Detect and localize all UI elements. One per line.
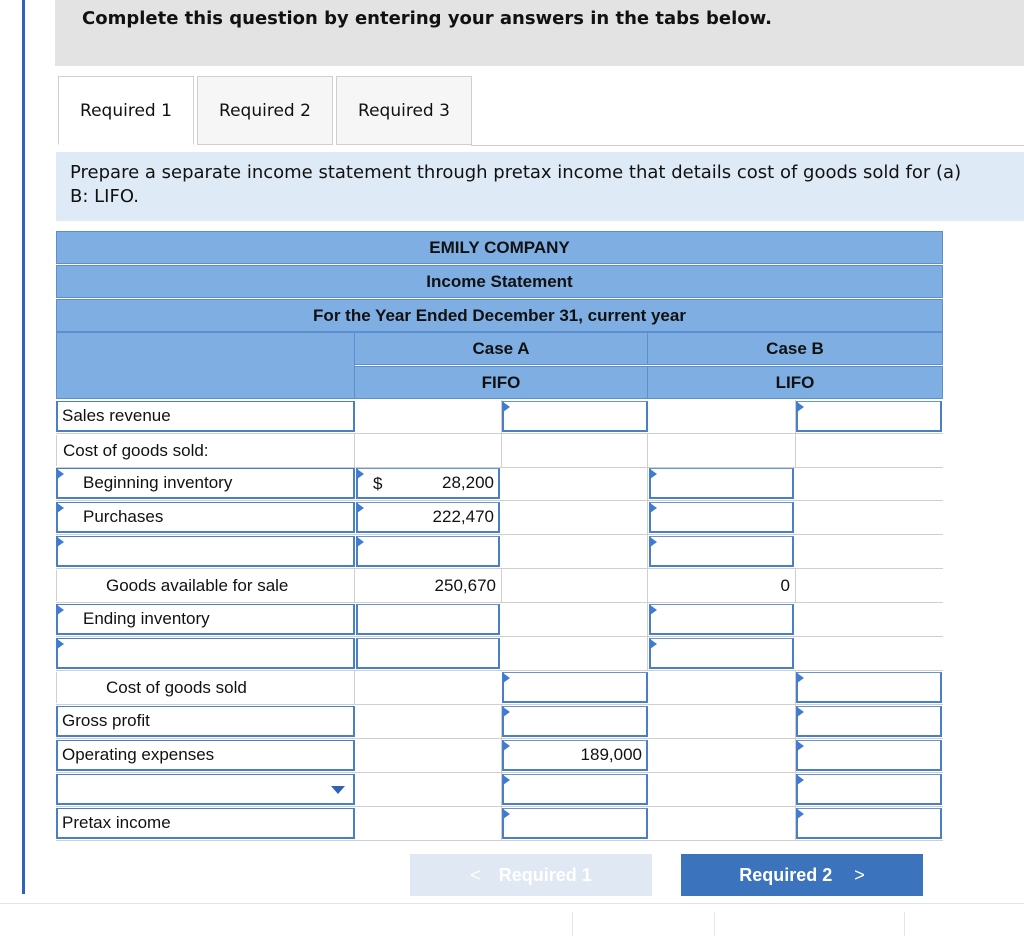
company-name: EMILY COMPANY (56, 231, 943, 264)
footer-separator (714, 912, 715, 936)
blank-a-input-1[interactable] (356, 536, 500, 567)
tab-divider (471, 145, 1024, 146)
gross-profit-label: Gross profit (56, 706, 355, 737)
beginning-inventory-b-input[interactable] (649, 468, 794, 499)
task-prompt: Prepare a separate income statement through pretax income that details cost of goods sold for (a) B: LIFO. (56, 152, 1024, 221)
blank-b-input-2[interactable] (649, 638, 794, 669)
sales-revenue-a-input[interactable] (502, 401, 648, 432)
tab-required-3[interactable]: Required 3 (336, 76, 472, 145)
ending-inventory-b-input[interactable] (649, 604, 794, 635)
case-b-header: Case B (647, 332, 943, 365)
case-a-header: Case A (354, 332, 648, 365)
blank-label-input-1[interactable] (56, 536, 355, 567)
footer-separator (572, 912, 573, 936)
tab-required-1[interactable]: Required 1 (58, 76, 194, 145)
row-blank-entry-1 (56, 535, 943, 569)
row-cost-of-goods-sold (56, 671, 943, 705)
purchases-b-input[interactable] (649, 502, 794, 533)
row-operating-expenses (56, 739, 943, 773)
account-dropdown[interactable] (56, 774, 355, 805)
case-a-method: FIFO (354, 366, 648, 399)
currency-symbol: $ (373, 474, 383, 493)
left-accent-rule (22, 0, 25, 894)
cogs-header-label: Cost of goods sold: (56, 435, 355, 466)
ending-inventory-a-input[interactable] (356, 604, 500, 635)
statement-title: Income Statement (56, 265, 943, 298)
gross-profit-b-input[interactable] (796, 706, 942, 737)
question-header (55, 0, 1024, 66)
tab-required-2[interactable]: Required 2 (197, 76, 333, 145)
pretax-income-a-input[interactable] (502, 808, 648, 839)
blank-b-input-1[interactable] (649, 536, 794, 567)
purchases-label: Purchases (56, 502, 355, 533)
row-beginning-inventory (56, 467, 943, 501)
gross-profit-a-input[interactable] (502, 706, 648, 737)
sales-revenue-b-input[interactable] (796, 401, 942, 432)
operating-expenses-label: Operating expenses (56, 740, 355, 771)
row-goods-available (56, 569, 943, 603)
footer-separator (904, 912, 905, 936)
goods-available-label: Goods available for sale (56, 570, 355, 601)
row-sales-revenue (56, 400, 943, 434)
chevron-down-icon (331, 786, 345, 796)
row-gross-profit (56, 705, 943, 739)
row-cogs-header (56, 434, 943, 468)
row-ending-inventory (56, 603, 943, 637)
operating-expenses-b-input[interactable] (796, 740, 942, 771)
question-instruction: Complete this question by entering your answers in the tabs below. (82, 8, 772, 29)
beginning-inventory-label: Beginning inventory (56, 468, 355, 499)
chevron-left-icon: < (470, 864, 481, 885)
goods-available-a-value: 250,670 (434, 575, 496, 595)
blank-label-input-2[interactable] (56, 638, 355, 669)
goods-available-b-value: 0 (780, 575, 790, 595)
footer-divider (0, 903, 1024, 904)
case-b-method: LIFO (647, 366, 943, 399)
pretax-income-label: Pretax income (56, 808, 355, 839)
cogs-label: Cost of goods sold (56, 672, 355, 703)
prev-button-label: Required 1 (498, 864, 592, 885)
row-pretax-income (56, 807, 943, 841)
ending-inventory-label: Ending inventory (56, 604, 355, 635)
sales-revenue-label: Sales revenue (56, 401, 355, 432)
cogs-b-input[interactable] (796, 672, 942, 703)
cogs-a-input[interactable] (502, 672, 648, 703)
header-blank-cell (56, 332, 355, 399)
prev-required-button[interactable] (410, 854, 652, 896)
dropdown-row-a-input[interactable] (502, 774, 648, 805)
dropdown-row-b-input[interactable] (796, 774, 942, 805)
beginning-inventory-a-input[interactable]: 28,200 (356, 468, 500, 499)
chevron-right-icon: > (854, 864, 865, 885)
next-required-button[interactable] (681, 854, 923, 896)
statement-period: For the Year Ended December 31, current year (56, 299, 943, 332)
operating-expenses-a-input[interactable]: 189,000 (502, 740, 648, 771)
next-button-label: Required 2 (739, 864, 833, 885)
row-dropdown-entry (56, 773, 943, 807)
blank-a-input-2[interactable] (356, 638, 500, 669)
row-purchases (56, 501, 943, 535)
purchases-a-input[interactable]: 222,470 (356, 502, 500, 533)
row-blank-entry-2 (56, 637, 943, 671)
pretax-income-b-input[interactable] (796, 808, 942, 839)
